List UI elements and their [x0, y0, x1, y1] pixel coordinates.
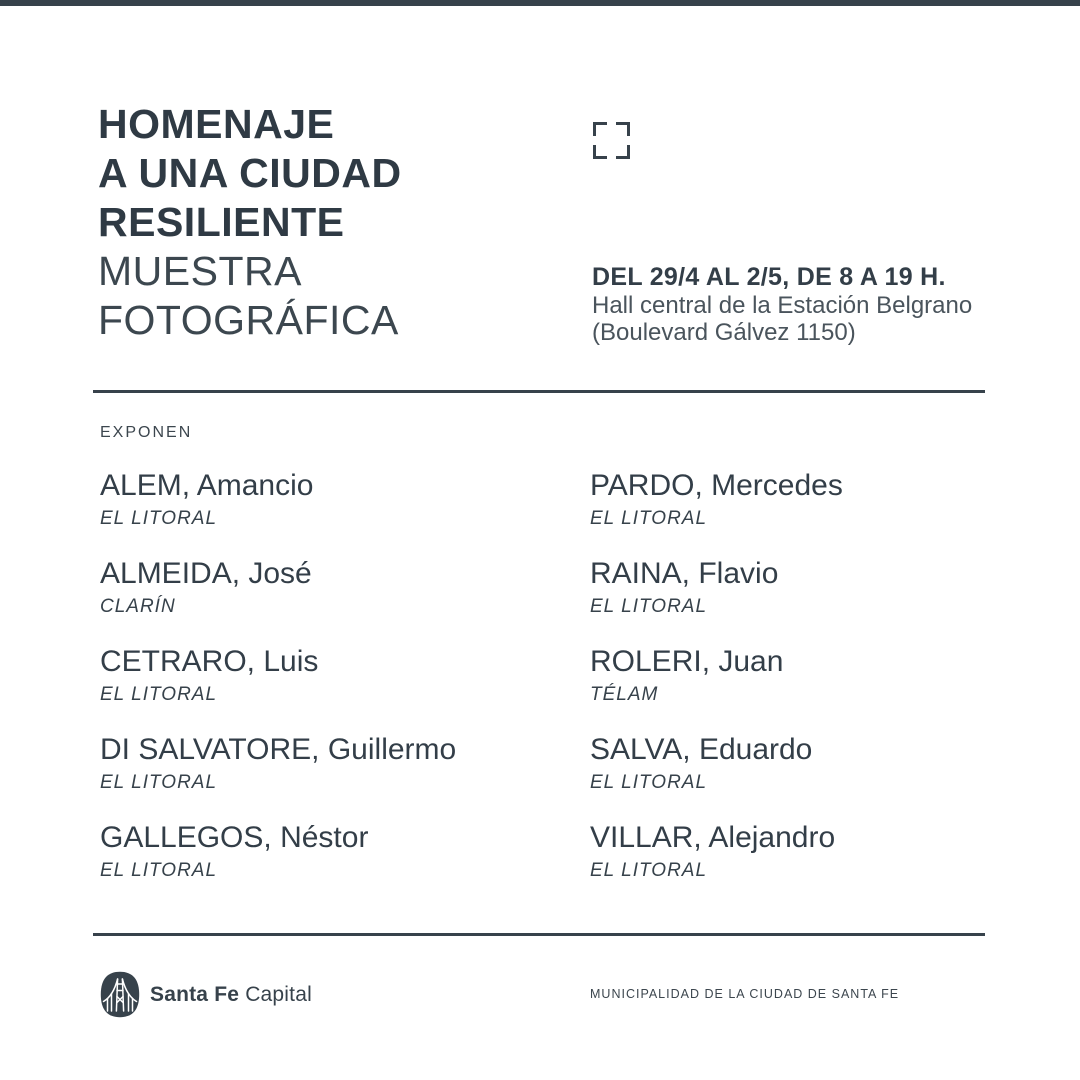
exhibitor-entry — [590, 732, 1060, 820]
section-label-exponen: EXPONEN — [100, 424, 193, 441]
crop-corner-top-right — [616, 122, 630, 136]
exhibitor-outlet: EL LITORAL — [590, 596, 708, 617]
logo-word-capital: Capital — [245, 982, 312, 1006]
exhibitor-name: ROLERI, Juan — [590, 645, 784, 678]
divider-top — [93, 390, 985, 393]
exhibitor-outlet: EL LITORAL — [590, 860, 708, 881]
event-dates: DEL 29/4 AL 2/5, DE 8 A 19 H. — [592, 263, 946, 291]
exhibitor-entry — [590, 644, 1060, 732]
top-accent-bar — [0, 0, 1080, 6]
exhibitor-name: SALVA, Eduardo — [590, 733, 813, 766]
exhibitor-entry — [100, 820, 570, 908]
crop-corner-bottom-right — [616, 145, 630, 159]
event-address: (Boulevard Gálvez 1150) — [592, 319, 856, 346]
exhibitor-outlet: TÉLAM — [590, 684, 659, 705]
exhibitor-name: VILLAR, Alejandro — [590, 821, 836, 854]
exhibitor-entry — [100, 468, 570, 556]
santa-fe-capital-logo — [100, 971, 312, 1018]
exhibitor-name: ALEM, Amancio — [100, 469, 314, 502]
subtitle-line-2: FOTOGRÁFICA — [98, 297, 399, 343]
logo-wordmark — [150, 983, 312, 1007]
exhibitor-outlet: EL LITORAL — [100, 860, 218, 881]
logo-word-santa-fe: Santa Fe — [150, 982, 240, 1006]
exhibitor-name: DI SALVATORE, Guillermo — [100, 733, 457, 766]
poster-title — [98, 100, 402, 345]
crop-corner-bottom-left — [593, 145, 607, 159]
exhibitor-entry — [100, 732, 570, 820]
title-line-1: HOMENAJE — [98, 101, 335, 147]
exhibitor-entry — [590, 556, 1060, 644]
exhibitor-outlet: EL LITORAL — [590, 772, 708, 793]
exhibitor-outlet: EL LITORAL — [100, 684, 218, 705]
exhibitor-outlet: EL LITORAL — [590, 508, 708, 529]
exhibitor-entry — [100, 556, 570, 644]
exhibitor-entry — [590, 468, 1060, 556]
exhibitor-outlet: CLARÍN — [100, 596, 176, 617]
exhibitor-column-right — [590, 468, 1060, 908]
exhibitor-name: ALMEIDA, José — [100, 557, 312, 590]
divider-bottom — [93, 933, 985, 936]
exhibitor-name: CETRARO, Luis — [100, 645, 319, 678]
subtitle-line-1: MUESTRA — [98, 248, 302, 294]
exhibitor-outlet: EL LITORAL — [100, 772, 218, 793]
bridge-icon — [100, 971, 140, 1018]
title-line-2: A UNA CIUDAD — [98, 150, 402, 196]
exhibitor-entry — [590, 820, 1060, 908]
exhibitor-entry — [100, 644, 570, 732]
exhibitor-outlet: EL LITORAL — [100, 508, 218, 529]
event-venue: Hall central de la Estación Belgrano — [592, 292, 973, 319]
exhibitor-column-left — [100, 468, 570, 908]
title-line-3: RESILIENTE — [98, 199, 345, 245]
exhibitor-name: GALLEGOS, Néstor — [100, 821, 369, 854]
exhibitor-name: RAINA, Flavio — [590, 557, 779, 590]
crop-corner-top-left — [593, 122, 607, 136]
exhibitor-name: PARDO, Mercedes — [590, 469, 843, 502]
municipality-label: MUNICIPALIDAD DE LA CIUDAD DE SANTA FE — [590, 987, 900, 1001]
event-info — [592, 262, 972, 346]
viewfinder-crop-icon — [593, 122, 630, 159]
